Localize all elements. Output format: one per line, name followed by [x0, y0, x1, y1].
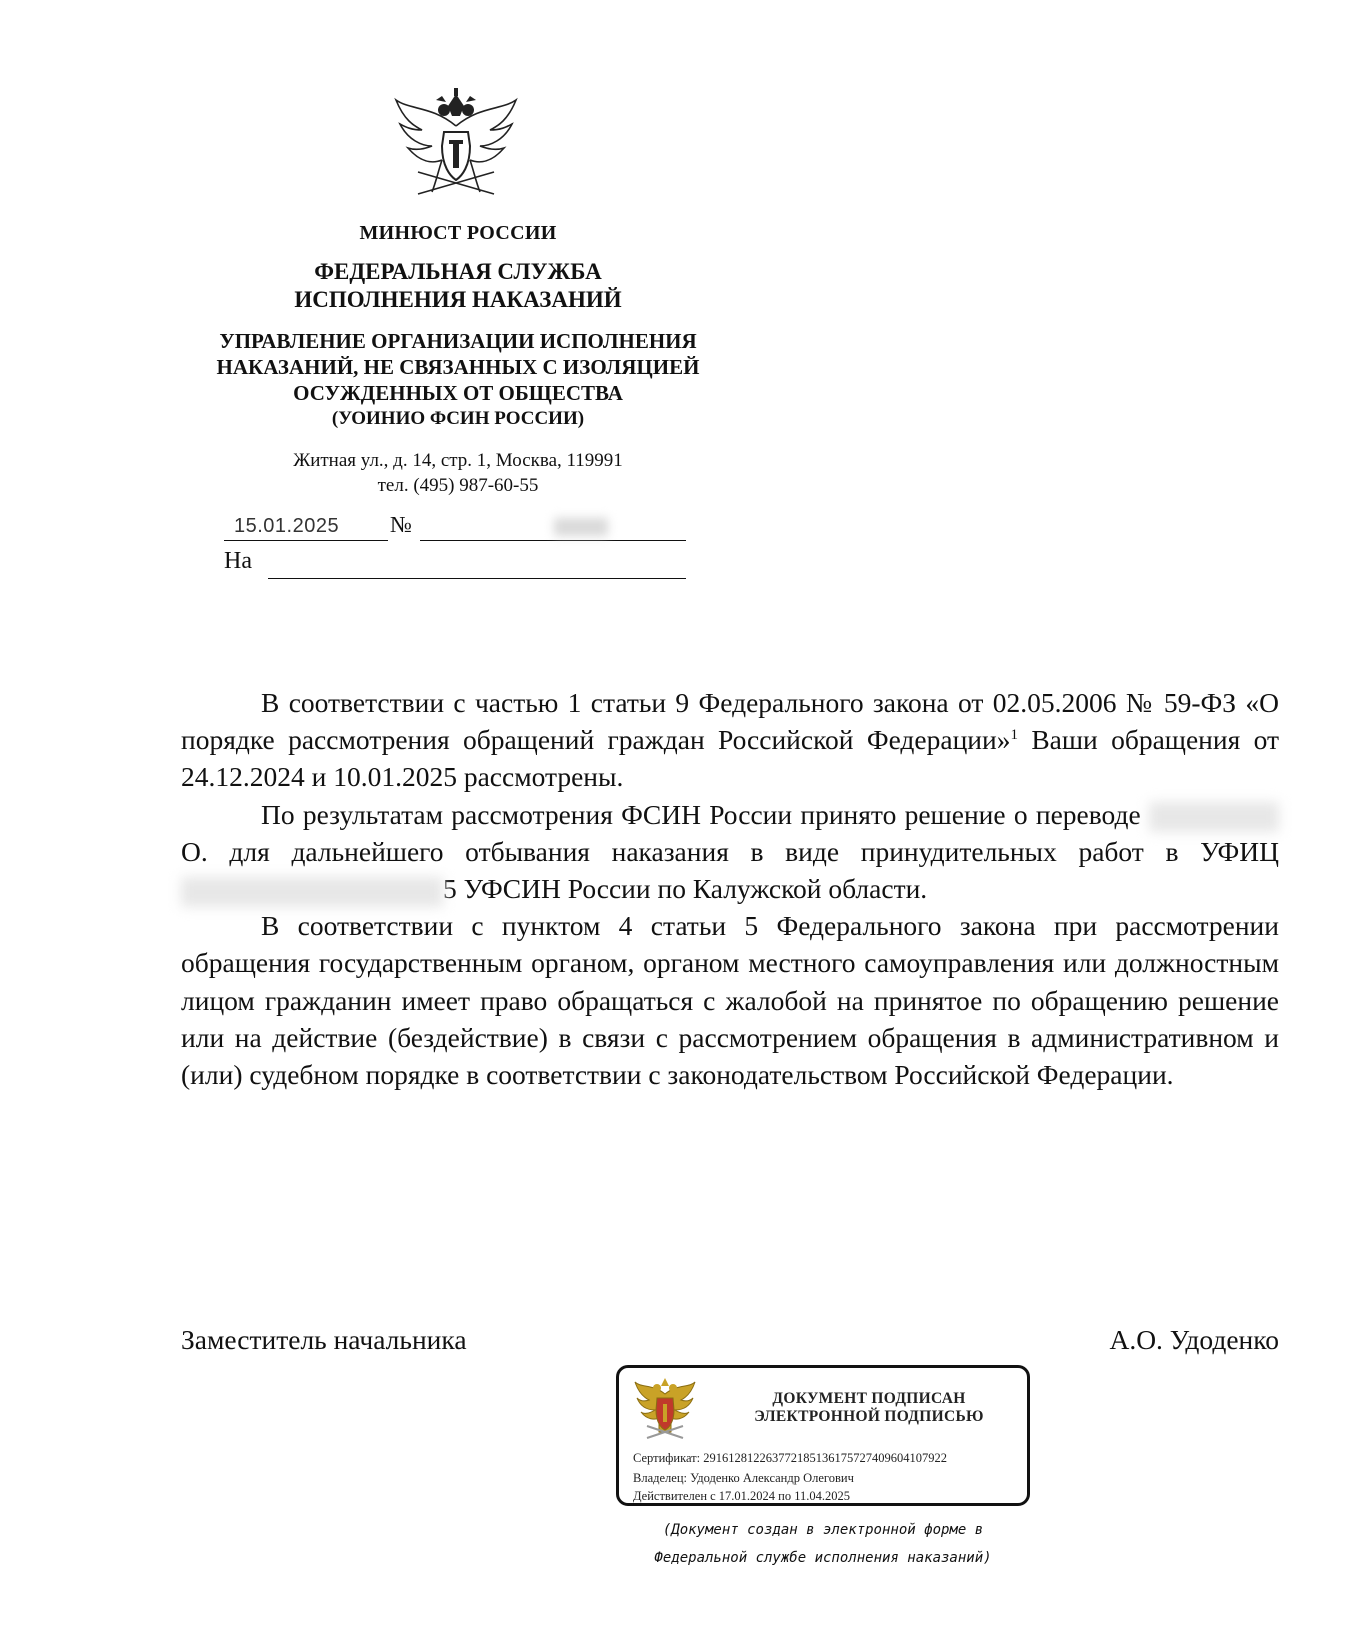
number-sign: № [390, 512, 412, 537]
certificate-validity: Действителен с 17.01.2024 по 11.04.2025 [633, 1489, 851, 1503]
paragraph-2-text-c: 5 УФСИН России по Калужской области. [443, 873, 928, 905]
redacted-name [1149, 802, 1279, 832]
department-name [160, 328, 756, 406]
paragraph-1-text-a: В соответствии с частью 1 статьи 9 Федерального закона от 02.05.2006 № 59-ФЗ «О порядке рассмотрения обращений граждан Российской Федерации» [181, 687, 1279, 756]
registration-date-field [224, 512, 388, 541]
paragraph-2-text-b: для дальнейшего отбывания наказания в виде принудительных работ в УФИЦ [207, 835, 1279, 867]
certificate-number: Сертификат: 29161281226377218513617572740960410792​2 [633, 1451, 947, 1465]
department-line2: НАКАЗАНИЙ, НЕ СВЯЗАННЫХ С ИЗОЛЯЦИЕЙ [216, 355, 700, 379]
signature-title [719, 1390, 1019, 1426]
phone: тел. (495) 987-60-55 [377, 475, 539, 496]
redacted-number [554, 518, 608, 536]
certificate-owner: Владелец: Удоденко Александр Олегович [633, 1471, 854, 1485]
fsin-emblem-icon [392, 86, 520, 208]
department-line1: УПРАВЛЕНИЕ ОРГАНИЗАЦИИ ИСПОЛНЕНИЯ [219, 329, 697, 353]
department-line3: ОСУЖДЕННЫХ ОТ ОБЩЕСТВА [293, 381, 623, 405]
electronic-form-note-line2: Федеральной службе исполнения наказаний) [654, 1550, 992, 1566]
address: Житная ул., д. 14, стр. 1, Москва, 119991 [293, 450, 623, 471]
registration-number-field [420, 512, 686, 541]
paragraph-1-text-b: Ваши обращения от 24.12.2024 и 10.01.2025 рассмотрены. [181, 724, 1279, 793]
reply-to-line [224, 548, 686, 578]
signature-title-line1: ДОКУМЕНТ ПОДПИСАН [772, 1390, 966, 1407]
registration-line [224, 512, 686, 544]
paragraph-3: В соответствии с пунктом 4 статьи 5 Федерального закона при рассмотрении обращения государственным органом, органом местного самоуправления или должностным лицом гражданин имеет право обращаться с жалобой на принятое по обращению решение или на действие (бездействие) в связи с рассмотрением обращения в административном и (или) судебном порядке в соответствии с законодательством Российской Федерации. [181, 910, 1279, 1091]
letter-body [181, 684, 1279, 1093]
fsin-color-emblem-icon [633, 1376, 697, 1444]
electronic-signature-stamp [616, 1365, 1030, 1506]
redacted-facility [181, 877, 443, 907]
signatory-position: Заместитель начальника [181, 1324, 467, 1355]
department-abbreviation: (УОИНИО ФСИН РОССИИ) [331, 408, 585, 429]
registration-date: 15.01.2025 [234, 515, 340, 537]
electronic-form-note-line1: (Документ создан в электронной форме в [662, 1522, 984, 1538]
paragraph-1 [181, 684, 1279, 796]
service-name-line2: ИСПОЛНЕНИЯ НАКАЗАНИЙ [294, 287, 622, 312]
reply-to-label: На [224, 548, 252, 574]
paragraph-2-text-a: По результатам рассмотрения ФСИН России принято решение о переводе [261, 798, 1149, 830]
reply-to-field [268, 548, 686, 579]
paragraph-2 [181, 796, 1279, 908]
signatory-name: А.О. Удоденко [1109, 1324, 1279, 1355]
signature-title-line2: ЭЛЕКТРОННОЙ ПОДПИСЬЮ [754, 1408, 984, 1425]
footnote-marker: 1 [1010, 727, 1018, 744]
service-name-line1: ФЕДЕРАЛЬНАЯ СЛУЖБА [314, 259, 602, 284]
ministry-name: МИНЮСТ РОССИИ [359, 222, 557, 244]
paragraph-2-name-tail: О. [181, 835, 208, 867]
service-name [160, 258, 756, 314]
